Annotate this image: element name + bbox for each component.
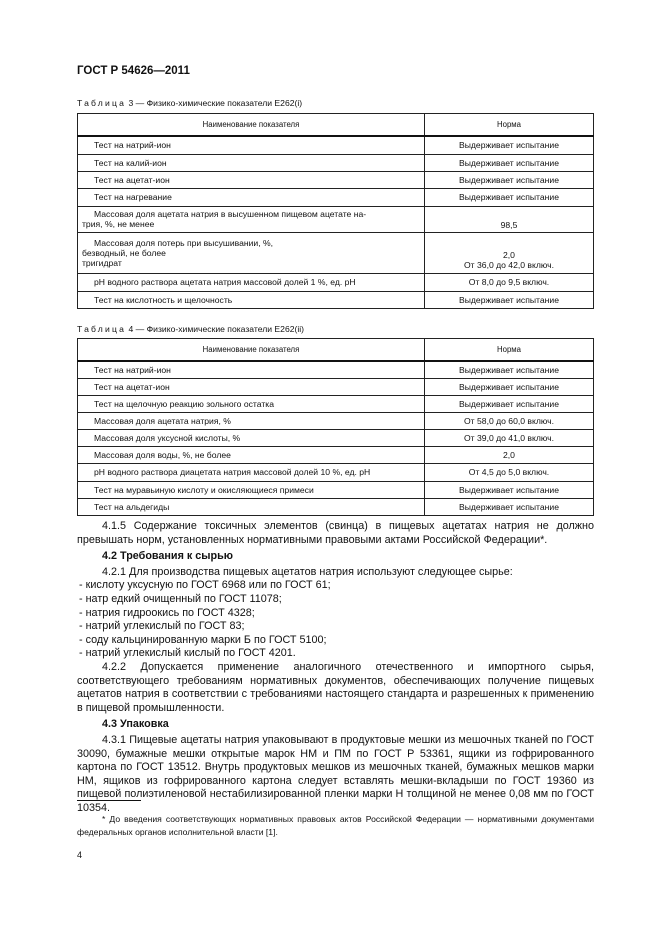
- cell-line: безводный, не более: [82, 247, 166, 258]
- norm-cell: [425, 395, 594, 412]
- column-header: Норма: [425, 339, 594, 362]
- norm-cell: [425, 188, 594, 206]
- list-item: - натрия гидроокись по ГОСТ 4328;: [79, 606, 255, 619]
- column-header: Наименование показателя: [78, 114, 425, 137]
- cell-line: От 8,0 до 9,5 включ.: [468, 277, 550, 287]
- section-heading-4-2: 4.2 Требования к сырью: [102, 550, 233, 563]
- norm-cell: [425, 206, 594, 232]
- norm-cell: [425, 136, 594, 154]
- cell-line: Выдерживает испытание: [459, 484, 559, 495]
- caption-text: 4 — Физико-химические показатели E262(ii): [126, 324, 305, 334]
- indicator-cell: [78, 498, 425, 515]
- caption-word: Таблица: [77, 98, 127, 108]
- cell-line: Массовая доля потерь при высушивании, %,: [94, 237, 274, 248]
- norm-cell: [425, 498, 594, 515]
- indicator-cell: [78, 154, 425, 171]
- table-row: [78, 446, 594, 463]
- cell-line: От 4,5 до 5,0 включ.: [468, 467, 550, 477]
- cell-line: Тест на ацетат-ион: [94, 174, 170, 185]
- cell-line: Выдерживает испытание: [459, 157, 559, 168]
- cell-line: Выдерживает испытание: [459, 192, 559, 202]
- cell-line: От 36,0 до 42,0 включ.: [464, 259, 554, 270]
- table-row: [78, 395, 594, 412]
- cell-line: Выдерживает испытание: [459, 140, 559, 151]
- cell-line: Тест на натрий-ион: [94, 140, 171, 151]
- cell-line: тригидрат: [82, 257, 122, 268]
- indicator-cell: [78, 429, 425, 446]
- table-row: [78, 273, 594, 291]
- norm-cell: [425, 232, 594, 273]
- indicator-cell: [78, 291, 425, 308]
- table-row: [78, 463, 594, 481]
- cell-line: Тест на кислотность и щелочность: [94, 294, 233, 305]
- indicator-cell: [78, 412, 425, 429]
- cell-line: От 39,0 до 41,0 включ.: [464, 432, 554, 443]
- norm-cell: [425, 171, 594, 188]
- cell-line: Тест на натрий-ион: [94, 364, 171, 375]
- table-header-row: [78, 114, 594, 137]
- cell-line: pH водного раствора диацетата натрия массовой долей 10 %, ед. pH: [94, 467, 371, 477]
- list-item: - натрий углекислый кислый по ГОСТ 4201.: [79, 647, 296, 660]
- cell-line: 2,0: [503, 249, 515, 260]
- cell-line: Массовая доля воды, %, не более: [94, 449, 231, 460]
- cell-line: Выдерживает испытание: [459, 398, 559, 409]
- table-row: [78, 361, 594, 378]
- table-4: [77, 338, 594, 516]
- table-row: [78, 481, 594, 498]
- cell-line: От 58,0 до 60,0 включ.: [464, 415, 554, 426]
- norm-cell: [425, 378, 594, 395]
- cell-line: Тест на калий-ион: [94, 157, 167, 168]
- paragraph-4-3-1: 4.3.1 Пищевые ацетаты натрия упаковывают в продуктовые мешки из мешочных тканей по ГОСТ 30090, бумажные мешки открытые марок НМ и ПМ по ГОСТ Р 53361, ящики из гофрированного картона по ГОСТ 13512. Внутрь продуктовых мешков из мешочных тканей, бумажных мешков марки НМ, ящиков из гофрированного картона следует вставлять мешки-вкладыши по ГОСТ 19360 из пищевой полиэтиленовой нестабилизированной пленки марки Н толщиной не менее 0,08 мм по ГОСТ 10354.: [77, 733, 594, 814]
- indicator-cell: [78, 188, 425, 206]
- table-row: [78, 429, 594, 446]
- indicator-cell: [78, 136, 425, 154]
- document-header: ГОСТ Р 54626—2011: [77, 65, 190, 77]
- cell-line: 2,0: [503, 449, 515, 460]
- cell-line: Тест на муравьиную кислоту и окисляющиеся примеси: [94, 484, 314, 495]
- indicator-cell: [78, 481, 425, 498]
- table-3: [77, 113, 594, 309]
- indicator-cell: [78, 273, 425, 291]
- indicator-cell: [78, 206, 425, 232]
- cell-line: Выдерживает испытание: [459, 381, 559, 392]
- cell-line: Выдерживает испытание: [459, 501, 559, 512]
- norm-cell: [425, 273, 594, 291]
- cell-line: Массовая доля ацетата натрия, %: [94, 415, 231, 426]
- table-row: [78, 154, 594, 171]
- cell-line: Тест на щелочную реакцию зольного остатка: [94, 398, 274, 409]
- indicator-cell: [78, 446, 425, 463]
- cell-line: Массовая доля ацетата натрия в высушенном пищевом ацетате на-: [94, 209, 367, 219]
- norm-cell: [425, 429, 594, 446]
- list-item: - натрий углекислый по ГОСТ 83;: [79, 620, 245, 633]
- column-header: Норма: [425, 114, 594, 137]
- list-item: - соду кальцинированную марки Б по ГОСТ 5100;: [79, 633, 327, 646]
- page-number: 4: [77, 850, 83, 860]
- caption-text: 3 — Физико-химические показатели E262(i): [126, 98, 303, 108]
- cell-line: pH водного раствора ацетата натрия массовой долей 1 %, ед. pH: [94, 277, 356, 287]
- norm-cell: [425, 154, 594, 171]
- table-row: [78, 206, 594, 232]
- indicator-cell: [78, 171, 425, 188]
- indicator-cell: [78, 232, 425, 273]
- norm-cell: [425, 446, 594, 463]
- cell-line: Выдерживает испытание: [459, 364, 559, 375]
- cell-line: Массовая доля уксусной кислоты, %: [94, 432, 241, 443]
- indicator-cell: [78, 395, 425, 412]
- table-row: [78, 378, 594, 395]
- section-heading-4-3: 4.3 Упаковка: [102, 718, 169, 731]
- table-row: [78, 136, 594, 154]
- paragraph-4-1-5: 4.1.5 Содержание токсичных элементов (свинца) в пищевых ацетатах натрия не должно превышать норм, установленных нормативными правовыми актами Российской Федерации*.: [77, 520, 594, 546]
- table-row: [78, 412, 594, 429]
- cell-line: трия, %, не менее: [82, 219, 155, 229]
- indicator-cell: [78, 463, 425, 481]
- norm-cell: [425, 412, 594, 429]
- footnote: * До введения соответствующих нормативных правовых актов Российской Федерации — нормативными документами федеральных органов исполнительной власти [1].: [77, 814, 594, 837]
- cell-line: Тест на альдегиды: [94, 501, 170, 512]
- norm-cell: [425, 463, 594, 481]
- indicator-cell: [78, 378, 425, 395]
- footnote-divider: [77, 800, 141, 801]
- table-row: [78, 232, 594, 273]
- table-row: [78, 291, 594, 308]
- table-row: [78, 171, 594, 188]
- table-row: [78, 498, 594, 515]
- table-row: [78, 188, 594, 206]
- column-header: Наименование показателя: [78, 339, 425, 362]
- body-text: [77, 520, 594, 815]
- table4-caption: [77, 324, 304, 334]
- cell-line: Выдерживает испытание: [459, 174, 559, 185]
- raw-materials-list: [77, 579, 594, 661]
- paragraph-4-2-1: 4.2.1 Для производства пищевых ацетатов натрия используют следующее сырье:: [102, 565, 513, 578]
- list-item: - кислоту уксусную по ГОСТ 6968 или по ГОСТ 61;: [79, 579, 331, 592]
- indicator-cell: [78, 361, 425, 378]
- table-header-row: [78, 339, 594, 362]
- table3-caption: [77, 98, 302, 108]
- caption-word: Таблица: [77, 324, 127, 334]
- norm-cell: [425, 291, 594, 308]
- cell-line: 98,5: [500, 219, 518, 230]
- cell-line: Тест на ацетат-ион: [94, 381, 170, 392]
- cell-line: Выдерживает испытание: [459, 294, 559, 305]
- list-item: - натр едкий очищенный по ГОСТ 11078;: [79, 592, 282, 605]
- norm-cell: [425, 481, 594, 498]
- norm-cell: [425, 361, 594, 378]
- cell-line: Тест на нагревание: [94, 192, 172, 202]
- paragraph-4-2-2: 4.2.2 Допускается применение аналогичного отечественного и импортного сырья, соответствующего требованиям нормативных документов, обеспечивающих получение пищевых ацетатов натрия в соответствии с требованиями настоящего стандарта и разрешенных к применению в пищевой промышленности.: [77, 660, 594, 714]
